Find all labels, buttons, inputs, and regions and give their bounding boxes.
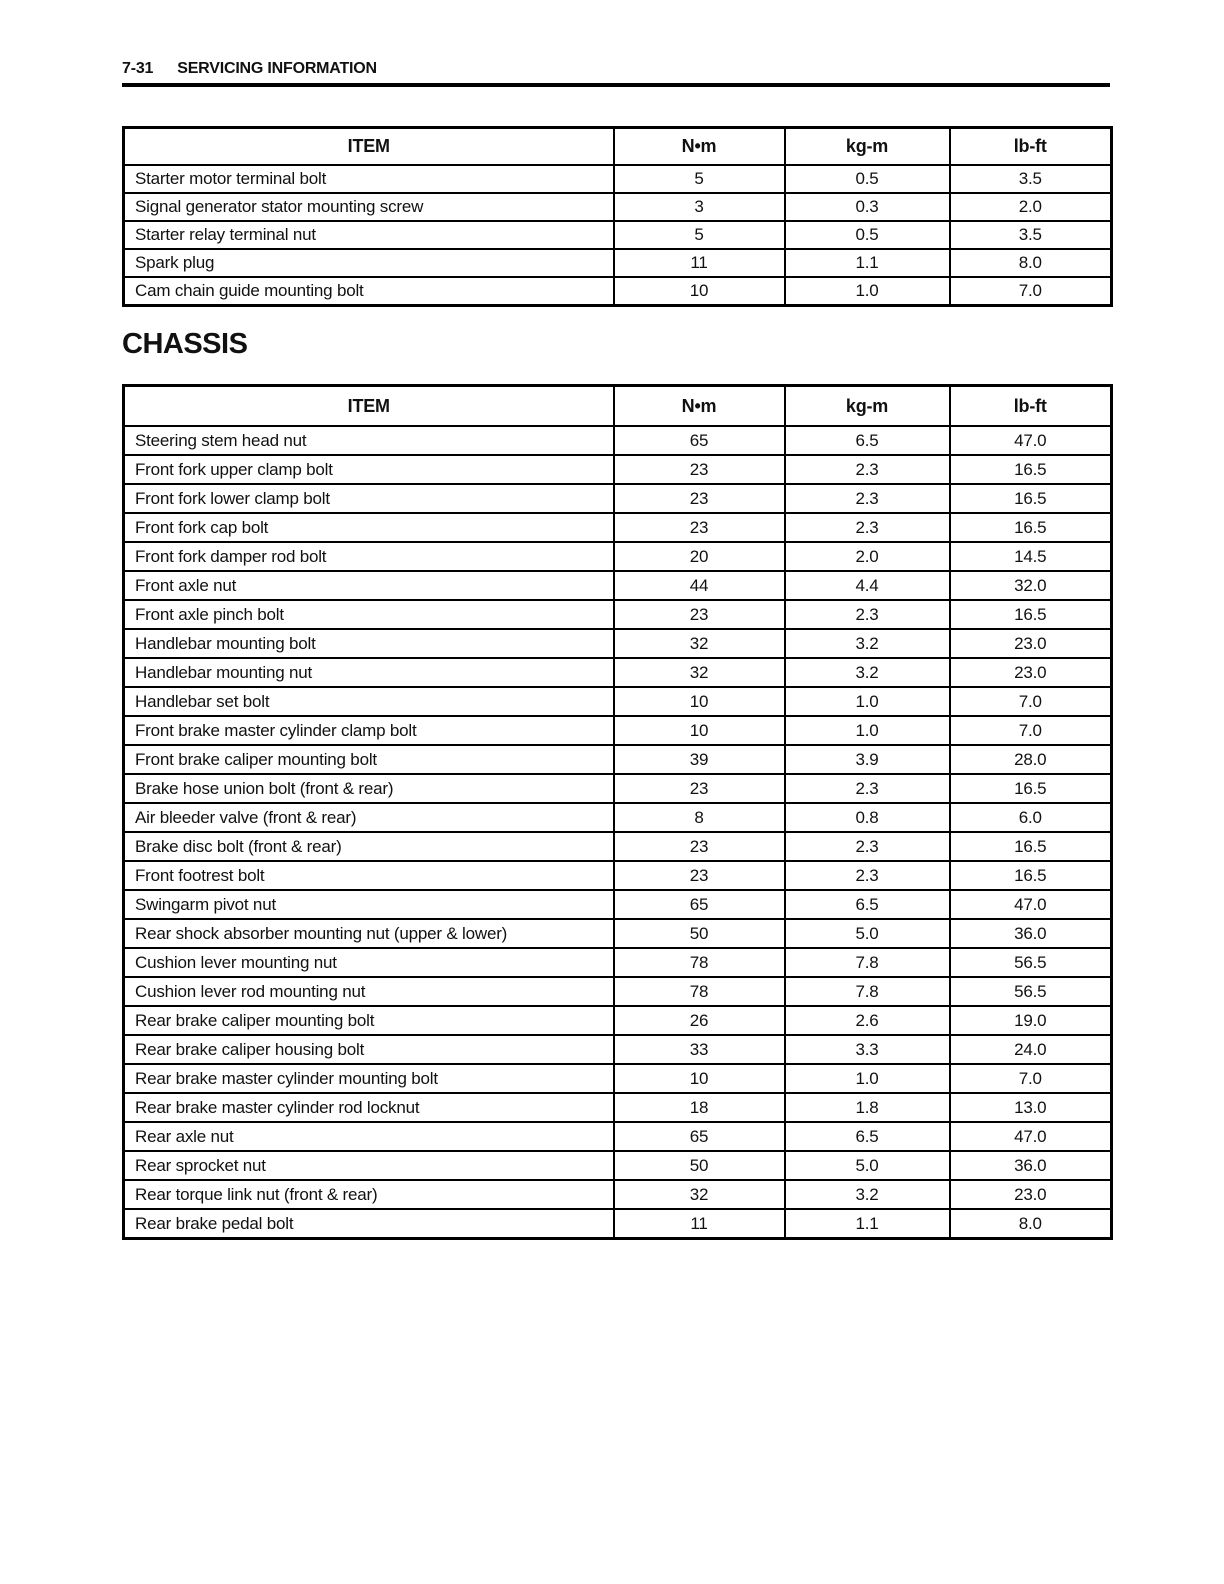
item-cell: Handlebar mounting nut (124, 658, 614, 687)
value-cell: 2.3 (785, 774, 950, 803)
table-row (124, 977, 1112, 1006)
value-cell: 36.0 (950, 919, 1112, 948)
value-cell: 2.3 (785, 600, 950, 629)
item-cell: Front brake caliper mounting bolt (124, 745, 614, 774)
value-cell: 26 (614, 1006, 785, 1035)
item-cell: Brake hose union bolt (front & rear) (124, 774, 614, 803)
table-row (124, 484, 1112, 513)
value-cell: 23 (614, 861, 785, 890)
value-cell: 6.0 (950, 803, 1112, 832)
value-cell: 47.0 (950, 426, 1112, 455)
value-cell: 16.5 (950, 832, 1112, 861)
column-header-item: ITEM (124, 128, 614, 166)
item-cell: Handlebar set bolt (124, 687, 614, 716)
table-row (124, 803, 1112, 832)
item-cell: Front axle nut (124, 571, 614, 600)
value-cell: 44 (614, 571, 785, 600)
value-cell: 7.8 (785, 977, 950, 1006)
value-cell: 16.5 (950, 484, 1112, 513)
column-header-nm: N•m (614, 386, 785, 427)
table-row (124, 1093, 1112, 1122)
table-row (124, 1006, 1112, 1035)
table-row (124, 571, 1112, 600)
table-row (124, 249, 1112, 277)
value-cell: 14.5 (950, 542, 1112, 571)
value-cell: 32.0 (950, 571, 1112, 600)
value-cell: 78 (614, 948, 785, 977)
column-header-lbft: lb-ft (950, 128, 1112, 166)
item-cell: Front fork damper rod bolt (124, 542, 614, 571)
chassis-torque-table (122, 384, 1113, 1240)
table-row (124, 1064, 1112, 1093)
table-row (124, 861, 1112, 890)
page-header (122, 60, 377, 78)
value-cell: 6.5 (785, 426, 950, 455)
value-cell: 23 (614, 455, 785, 484)
value-cell: 7.0 (950, 687, 1112, 716)
table-row (124, 1122, 1112, 1151)
item-cell: Rear axle nut (124, 1122, 614, 1151)
item-cell: Rear brake caliper housing bolt (124, 1035, 614, 1064)
value-cell: 2.6 (785, 1006, 950, 1035)
value-cell: 32 (614, 1180, 785, 1209)
value-cell: 0.3 (785, 193, 950, 221)
value-cell: 8.0 (950, 1209, 1112, 1239)
engine-torque-table-head (124, 128, 1112, 166)
value-cell: 65 (614, 890, 785, 919)
value-cell: 1.0 (785, 687, 950, 716)
value-cell: 23.0 (950, 1180, 1112, 1209)
engine-torque-table-body (124, 165, 1112, 306)
value-cell: 7.0 (950, 716, 1112, 745)
item-cell: Front brake master cylinder clamp bolt (124, 716, 614, 745)
value-cell: 10 (614, 277, 785, 306)
header-row (124, 386, 1112, 427)
value-cell: 2.0 (785, 542, 950, 571)
table-row (124, 1209, 1112, 1239)
value-cell: 16.5 (950, 600, 1112, 629)
table-row (124, 1151, 1112, 1180)
value-cell: 23 (614, 774, 785, 803)
value-cell: 10 (614, 1064, 785, 1093)
item-cell: Rear brake master cylinder rod locknut (124, 1093, 614, 1122)
value-cell: 1.8 (785, 1093, 950, 1122)
value-cell: 6.5 (785, 1122, 950, 1151)
item-cell: Signal generator stator mounting screw (124, 193, 614, 221)
engine-torque-table (122, 126, 1113, 307)
table-row (124, 193, 1112, 221)
item-cell: Rear brake caliper mounting bolt (124, 1006, 614, 1035)
table-row (124, 658, 1112, 687)
table-row (124, 1035, 1112, 1064)
value-cell: 2.0 (950, 193, 1112, 221)
value-cell: 56.5 (950, 948, 1112, 977)
table-row (124, 745, 1112, 774)
chassis-torque-table-head (124, 386, 1112, 427)
value-cell: 23 (614, 832, 785, 861)
value-cell: 3.3 (785, 1035, 950, 1064)
column-header-kgm: kg-m (785, 128, 950, 166)
table-row (124, 774, 1112, 803)
value-cell: 1.0 (785, 716, 950, 745)
item-cell: Cam chain guide mounting bolt (124, 277, 614, 306)
value-cell: 23 (614, 484, 785, 513)
item-cell: Rear sprocket nut (124, 1151, 614, 1180)
page-title: SERVICING INFORMATION (177, 60, 377, 77)
value-cell: 2.3 (785, 455, 950, 484)
value-cell: 7.0 (950, 277, 1112, 306)
page-number: 7-31 (122, 60, 154, 77)
item-cell: Rear shock absorber mounting nut (upper & lower) (124, 919, 614, 948)
value-cell: 0.8 (785, 803, 950, 832)
table-row (124, 542, 1112, 571)
value-cell: 5 (614, 165, 785, 193)
value-cell: 47.0 (950, 890, 1112, 919)
header-row (124, 128, 1112, 166)
item-cell: Starter relay terminal nut (124, 221, 614, 249)
column-header-nm: N•m (614, 128, 785, 166)
value-cell: 3.9 (785, 745, 950, 774)
value-cell: 47.0 (950, 1122, 1112, 1151)
value-cell: 13.0 (950, 1093, 1112, 1122)
value-cell: 50 (614, 919, 785, 948)
value-cell: 11 (614, 1209, 785, 1239)
value-cell: 18 (614, 1093, 785, 1122)
value-cell: 50 (614, 1151, 785, 1180)
table-row (124, 832, 1112, 861)
value-cell: 23.0 (950, 658, 1112, 687)
value-cell: 2.3 (785, 832, 950, 861)
item-cell: Rear torque link nut (front & rear) (124, 1180, 614, 1209)
value-cell: 3.2 (785, 1180, 950, 1209)
value-cell: 16.5 (950, 774, 1112, 803)
column-header-item: ITEM (124, 386, 614, 427)
table-row (124, 716, 1112, 745)
value-cell: 3 (614, 193, 785, 221)
table-row (124, 890, 1112, 919)
value-cell: 0.5 (785, 165, 950, 193)
item-cell: Starter motor terminal bolt (124, 165, 614, 193)
item-cell: Steering stem head nut (124, 426, 614, 455)
value-cell: 1.0 (785, 1064, 950, 1093)
value-cell: 56.5 (950, 977, 1112, 1006)
value-cell: 2.3 (785, 484, 950, 513)
table-row (124, 165, 1112, 193)
item-cell: Brake disc bolt (front & rear) (124, 832, 614, 861)
table-row (124, 277, 1112, 306)
value-cell: 32 (614, 658, 785, 687)
value-cell: 7.0 (950, 1064, 1112, 1093)
table-row (124, 221, 1112, 249)
table-row (124, 513, 1112, 542)
table-row (124, 600, 1112, 629)
column-header-lbft: lb-ft (950, 386, 1112, 427)
table-row (124, 1180, 1112, 1209)
item-cell: Swingarm pivot nut (124, 890, 614, 919)
value-cell: 36.0 (950, 1151, 1112, 1180)
table-row (124, 687, 1112, 716)
table-row (124, 426, 1112, 455)
item-cell: Rear brake master cylinder mounting bolt (124, 1064, 614, 1093)
item-cell: Spark plug (124, 249, 614, 277)
value-cell: 3.5 (950, 165, 1112, 193)
value-cell: 16.5 (950, 513, 1112, 542)
header-rule (122, 83, 1110, 87)
value-cell: 32 (614, 629, 785, 658)
table-row (124, 948, 1112, 977)
value-cell: 23.0 (950, 629, 1112, 658)
value-cell: 11 (614, 249, 785, 277)
value-cell: 6.5 (785, 890, 950, 919)
value-cell: 16.5 (950, 861, 1112, 890)
item-cell: Front axle pinch bolt (124, 600, 614, 629)
value-cell: 33 (614, 1035, 785, 1064)
table-row (124, 629, 1112, 658)
value-cell: 7.8 (785, 948, 950, 977)
value-cell: 10 (614, 687, 785, 716)
value-cell: 8 (614, 803, 785, 832)
value-cell: 23 (614, 513, 785, 542)
value-cell: 2.3 (785, 513, 950, 542)
table-row (124, 455, 1112, 484)
value-cell: 65 (614, 426, 785, 455)
value-cell: 10 (614, 716, 785, 745)
value-cell: 1.1 (785, 1209, 950, 1239)
item-cell: Cushion lever mounting nut (124, 948, 614, 977)
item-cell: Cushion lever rod mounting nut (124, 977, 614, 1006)
item-cell: Front fork upper clamp bolt (124, 455, 614, 484)
value-cell: 24.0 (950, 1035, 1112, 1064)
section-heading-chassis: CHASSIS (122, 328, 248, 360)
value-cell: 1.1 (785, 249, 950, 277)
table-row (124, 919, 1112, 948)
value-cell: 39 (614, 745, 785, 774)
value-cell: 2.3 (785, 861, 950, 890)
value-cell: 19.0 (950, 1006, 1112, 1035)
item-cell: Air bleeder valve (front & rear) (124, 803, 614, 832)
value-cell: 28.0 (950, 745, 1112, 774)
value-cell: 3.2 (785, 629, 950, 658)
value-cell: 23 (614, 600, 785, 629)
item-cell: Front fork lower clamp bolt (124, 484, 614, 513)
value-cell: 65 (614, 1122, 785, 1151)
value-cell: 5.0 (785, 919, 950, 948)
value-cell: 3.2 (785, 658, 950, 687)
item-cell: Front footrest bolt (124, 861, 614, 890)
value-cell: 78 (614, 977, 785, 1006)
value-cell: 1.0 (785, 277, 950, 306)
column-header-kgm: kg-m (785, 386, 950, 427)
item-cell: Handlebar mounting bolt (124, 629, 614, 658)
value-cell: 4.4 (785, 571, 950, 600)
value-cell: 5.0 (785, 1151, 950, 1180)
value-cell: 3.5 (950, 221, 1112, 249)
item-cell: Rear brake pedal bolt (124, 1209, 614, 1239)
value-cell: 20 (614, 542, 785, 571)
value-cell: 0.5 (785, 221, 950, 249)
item-cell: Front fork cap bolt (124, 513, 614, 542)
value-cell: 8.0 (950, 249, 1112, 277)
value-cell: 16.5 (950, 455, 1112, 484)
chassis-torque-table-body (124, 426, 1112, 1239)
value-cell: 5 (614, 221, 785, 249)
